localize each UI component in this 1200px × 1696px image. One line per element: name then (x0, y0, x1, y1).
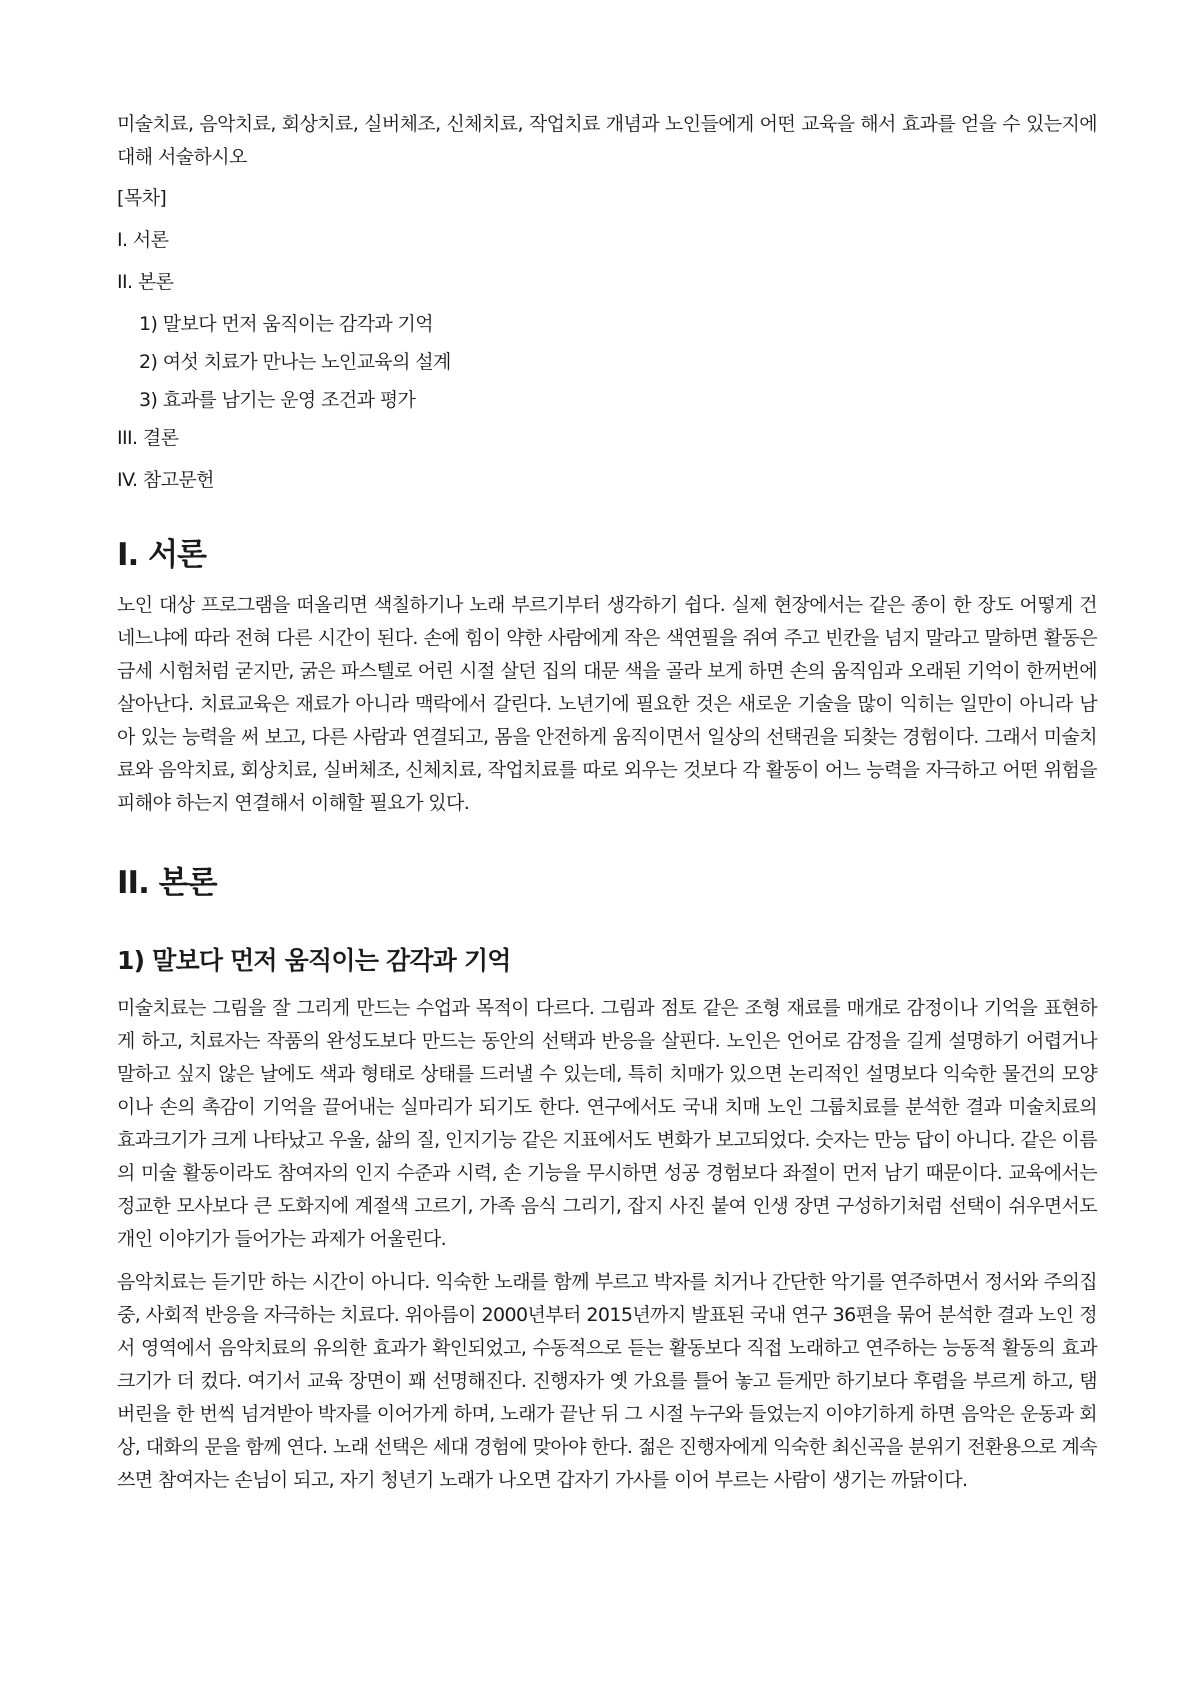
toc-subitem: 3) 효과를 남기는 운영 조건과 평가 (139, 389, 416, 411)
toc-item: IV. 참고문헌 (117, 469, 214, 491)
document-page (117, 108, 1097, 1497)
assignment-prompt: 미술치료, 음악치료, 회상치료, 실버체조, 신체치료, 작업치료 개념과 노인들에게 어떤 교육을 해서 효과를 얻을 수 있는지에 대해 서술하시오 (117, 113, 1097, 168)
intro-paragraph: 노인 대상 프로그램을 떠올리면 색칠하기나 노래 부르기부터 생각하기 쉽다. 실제 현장에서는 같은 종이 한 장도 어떻게 건네느냐에 따라 전혀 다른 시간이 된다. 손에 힘이 약한 사람에게 작은 색연필을 쥐여 주고 빈칸을 넘지 말라고 말하면 활동은 금세 시험처럼 굳지만, 굵은 파스텔로 어린 시절 살던 집의 대문 색을 골라 보게 하면 손의 움직임과 오래된 기억이 한꺼번에 살아난다. 치료교육은 재료가 아니라 맥락에서 갈린다. 노년기에 필요한 것은 새로운 기술을 많이 익히는 일만이 아니라 남아 있는 능력을 써 보고, 다른 사람과 연결되고, 몸을 안전하게 움직이면서 일상의 선택권을 되찾는 경험이다. 그래서 미술치료와 음악치료, 회상치료, 실버체조, 신체치료, 작업치료를 따로 외우는 것보다 각 활동이 어느 능력을 자극하고 어떤 위험을 피해야 하는지 연결해서 이해할 필요가 있다. (117, 594, 1097, 814)
section-heading-intro: I. 서론 (117, 537, 206, 573)
toc-subitem: 2) 여섯 치료가 만나는 노인교육의 설계 (139, 351, 451, 373)
toc-item: III. 결론 (117, 427, 179, 449)
body-paragraph: 음악치료는 듣기만 하는 시간이 아니다. 익숙한 노래를 함께 부르고 박자를 치거나 간단한 악기를 연주하면서 정서와 주의집중, 사회적 반응을 자극하는 치료다. 위아름이 2000년부터 2015년까지 발표된 국내 연구 36편을 묶어 분석한 결과 노인 정서 영역에서 음악치료의 유의한 효과가 확인되었고, 수동적으로 듣는 활동보다 직접 노래하고 연주하는 능동적 활동의 효과크기가 더 컸다. 여기서 교육 장면이 꽤 선명해진다. 진행자가 옛 가요를 틀어 놓고 듣게만 하기보다 후렴을 부르게 하고, 탬버린을 한 번씩 넘겨받아 박자를 이어가게 하며, 노래가 끝난 뒤 그 시절 누구와 들었는지 이야기하게 하면 음악은 운동과 회상, 대화의 문을 함께 연다. 노래 선택은 세대 경험에 맞아야 한다. 젊은 진행자에게 익숙한 최신곡을 분위기 전환용으로 계속 쓰면 참여자는 손님이 되고, 자기 청년기 노래가 나오면 갑자기 가사를 이어 부르는 사람이 생기는 까닭이다. (117, 1271, 1097, 1491)
toc-subitem: 1) 말보다 먼저 움직이는 감각과 기억 (139, 313, 434, 335)
subsection-heading: 1) 말보다 먼저 움직이는 감각과 기억 (117, 946, 511, 975)
section-heading-body: II. 본론 (117, 865, 217, 901)
toc-item: I. 서론 (117, 229, 169, 251)
toc-item: II. 본론 (117, 271, 174, 293)
table-of-contents (117, 182, 1097, 497)
body-paragraph: 미술치료는 그림을 잘 그리게 만드는 수업과 목적이 다르다. 그림과 점토 같은 조형 재료를 매개로 감정이나 기억을 표현하게 하고, 치료자는 작품의 완성도보다 만드는 동안의 선택과 반응을 살핀다. 노인은 언어로 감정을 길게 설명하기 어렵거나 말하고 싶지 않은 날에도 색과 형태로 상태를 드러낼 수 있는데, 특히 치매가 있으면 논리적인 설명보다 익숙한 물건의 모양이나 손의 촉감이 기억을 끌어내는 실마리가 되기도 한다. 연구에서도 국내 치매 노인 그룹치료를 분석한 결과 미술치료의 효과크기가 크게 나타났고 우울, 삶의 질, 인지기능 같은 지표에서도 변화가 보고되었다. 숫자는 만능 답이 아니다. 같은 이름의 미술 활동이라도 참여자의 인지 수준과 시력, 손 기능을 무시하면 성공 경험보다 좌절이 먼저 남기 때문이다. 교육에서는 정교한 모사보다 큰 도화지에 계절색 고르기, 가족 음식 그리기, 잡지 사진 붙여 인생 장면 구성하기처럼 선택이 쉬우면서도 개인 이야기가 들어가는 과제가 어울린다. (117, 997, 1097, 1250)
toc-heading: [목차] (117, 187, 167, 209)
